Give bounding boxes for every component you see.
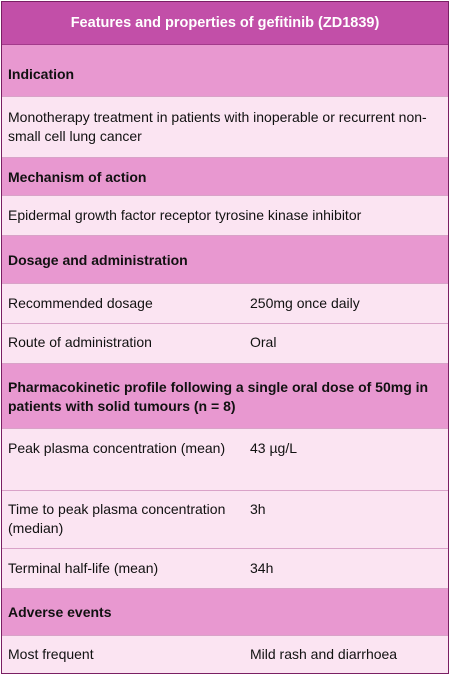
table-title bbox=[2, 2, 448, 45]
row-label: Terminal half-life (mean) bbox=[8, 560, 159, 576]
row-value: Mild rash and diarrhoea bbox=[250, 646, 398, 662]
row-value: 250mg once daily bbox=[250, 295, 360, 311]
row-value: 43 µg/L bbox=[250, 440, 297, 456]
row-value: 34h bbox=[250, 560, 274, 576]
mechanism-row bbox=[2, 196, 448, 236]
row-label: Peak plasma concentration (mean) bbox=[8, 440, 226, 456]
row-label: Time to peak plasma concentration (median) bbox=[8, 501, 226, 536]
row-label: Route of administration bbox=[8, 334, 152, 350]
indication-row bbox=[2, 97, 448, 158]
table-row bbox=[2, 491, 448, 549]
table-row bbox=[2, 324, 448, 364]
section-header-text: Dosage and administration bbox=[8, 251, 188, 268]
section-header-dosage bbox=[2, 236, 448, 284]
table-row bbox=[2, 429, 448, 491]
row-label: Most frequent bbox=[8, 646, 94, 662]
row-value: Oral bbox=[250, 334, 277, 350]
section-header-text: Pharmacokinetic profile following a single oral dose of 50mg in patients with solid tumours (n = 8) bbox=[8, 379, 429, 414]
section-header-text: Mechanism of action bbox=[8, 168, 147, 185]
section-header-text: Indication bbox=[8, 65, 75, 82]
row-value: 3h bbox=[250, 501, 266, 517]
table-title-text: Features and properties of gefitinib (ZD1839) bbox=[70, 15, 380, 31]
section-header-pharmacokinetics bbox=[2, 364, 448, 429]
table-row bbox=[2, 284, 448, 324]
section-header-mechanism bbox=[2, 158, 448, 196]
section-header-adverse-events bbox=[2, 589, 448, 636]
table-row bbox=[2, 549, 448, 589]
indication-text: Monotherapy treatment in patients with inoperable or recurrent non-small cell lung cancer bbox=[8, 109, 427, 144]
section-header-text: Adverse events bbox=[8, 604, 112, 620]
section-header-indication bbox=[2, 45, 448, 97]
mechanism-text: Epidermal growth factor receptor tyrosine kinase inhibitor bbox=[8, 207, 362, 223]
row-label: Recommended dosage bbox=[8, 295, 153, 311]
gefitinib-features-table bbox=[1, 1, 449, 674]
table-row bbox=[2, 636, 448, 673]
